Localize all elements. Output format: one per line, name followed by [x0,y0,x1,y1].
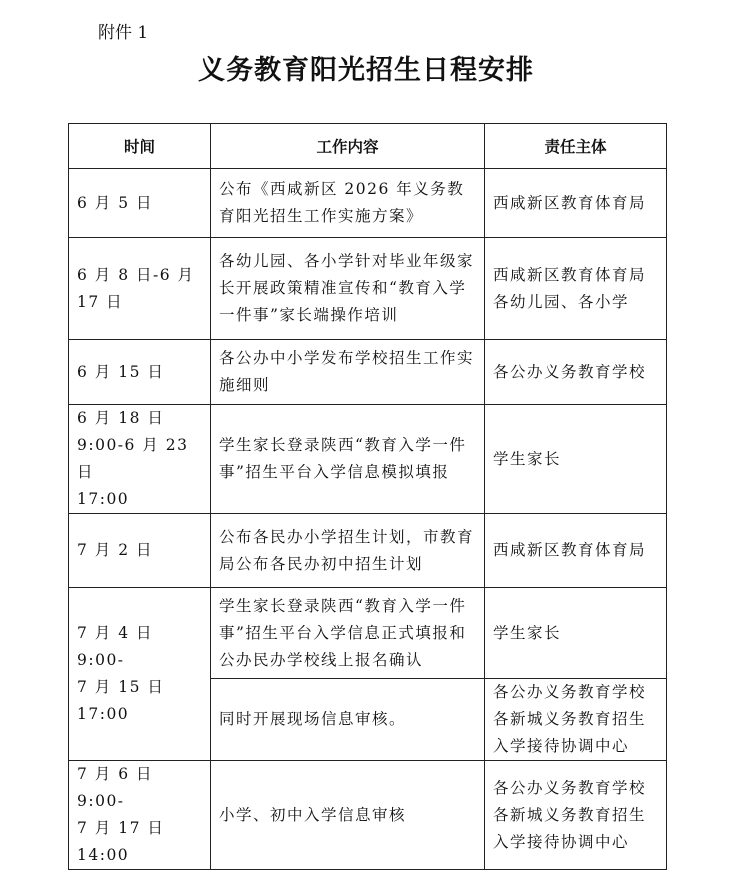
document-title: 义务教育阳光招生日程安排 [198,55,534,86]
table-row [69,238,667,340]
owner-cell: 学生家长 [485,405,667,514]
content-cell: 同时开展现场信息审核。 [211,679,485,761]
time-cell: 7 月 2 日 [69,514,211,588]
time-cell: 6 月 15 日 [69,340,211,405]
content-cell: 各幼儿园、各小学针对毕业年级家长开展政策精准宣传和“教育入学一件事”家长端操作培训 [211,238,485,340]
owner-cell: 学生家长 [485,588,667,679]
time-cell: 6 月 18 日 9:00-6 月 23 日 17:00 [69,405,211,514]
table-header-row [69,124,667,169]
content-cell: 各公办中小学发布学校招生工作实施细则 [211,340,485,405]
content-cell: 学生家长登录陕西“教育入学一件事”招生平台入学信息模拟填报 [211,405,485,514]
table-row [69,340,667,405]
table-row [69,588,667,679]
attachment-label: 附件 1 [98,23,149,43]
time-cell: 7 月 6 日 9:00- 7 月 17 日 14:00 [69,761,211,870]
owner-cell: 西咸新区教育体育局 各幼儿园、各小学 [485,238,667,340]
owner-cell: 各公办义务教育学校 各新城义务教育招生 入学接待协调中心 [485,761,667,870]
content-cell: 学生家长登录陕西“教育入学一件事”招生平台入学信息正式填报和公办民办学校线上报名确认 [211,588,485,679]
owner-cell: 各公办义务教育学校 各新城义务教育招生 入学接待协调中心 [485,679,667,761]
content-cell: 公布《西咸新区 2026 年义务教育阳光招生工作实施方案》 [211,169,485,238]
owner-cell: 西咸新区教育体育局 [485,169,667,238]
time-cell: 6 月 8 日-6 月 17 日 [69,238,211,340]
owner-cell: 各公办义务教育学校 [485,340,667,405]
time-cell: 6 月 5 日 [69,169,211,238]
owner-cell: 西咸新区教育体育局 [485,514,667,588]
table-row [69,169,667,238]
column-header-content: 工作内容 [211,124,485,169]
table-row [69,761,667,870]
content-cell: 小学、初中入学信息审核 [211,761,485,870]
column-header-time: 时间 [69,124,211,169]
time-cell: 7 月 4 日 9:00- 7 月 15 日 17:00 [69,588,211,761]
content-cell: 公布各民办小学招生计划，市教育局公布各民办初中招生计划 [211,514,485,588]
table-row [69,405,667,514]
table-row [69,514,667,588]
schedule-table [68,123,667,870]
column-header-owner: 责任主体 [485,124,667,169]
